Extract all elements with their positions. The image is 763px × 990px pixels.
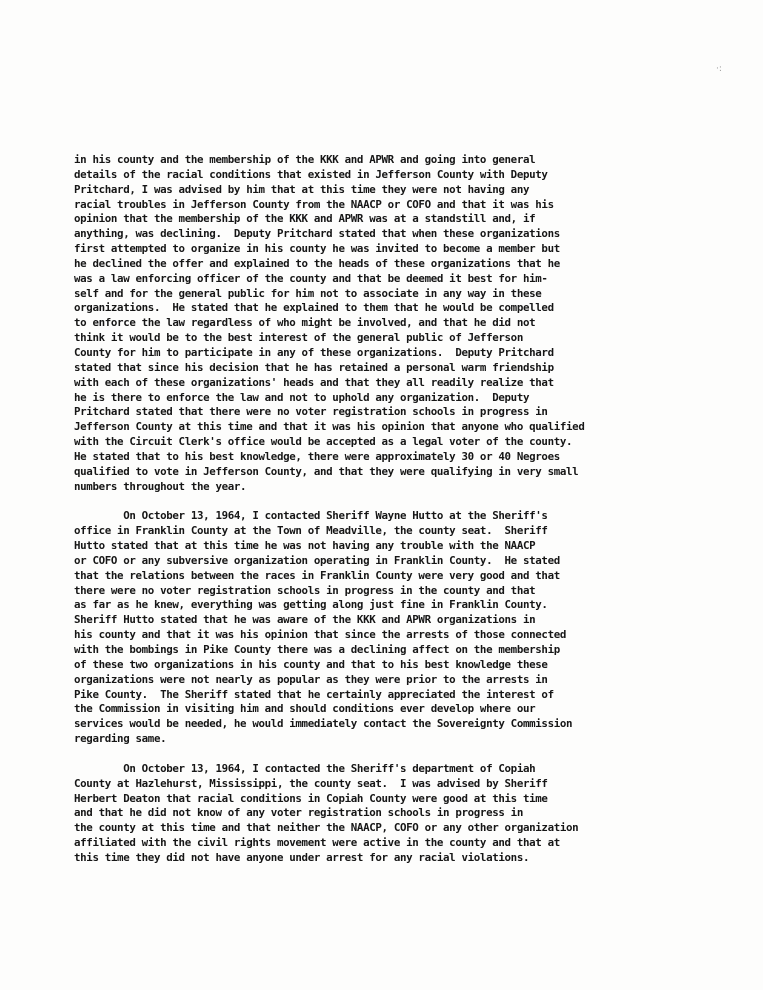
text-line: his county and that it was his opinion that since the arrests of those connected: [74, 628, 567, 642]
text-line: regarding same.: [74, 732, 167, 746]
text-line: with the bombings in Pike County there was a declining affect on the membership: [74, 643, 560, 656]
text-line: County for him to participate in any of these organizations. Deputy Pritchard: [74, 345, 554, 359]
text-line: racial troubles in Jefferson County from the NAACP or COFO and that it was his: [74, 197, 554, 211]
text-line: he is there to enforce the law and not to uphold any organization. Deputy: [74, 390, 530, 404]
text-line: Pritchard, I was advised by him that at this time they were not having any: [74, 182, 530, 196]
text-line: services would be needed, he would immediately contact the Sovereignty Commission: [74, 717, 573, 731]
paragraph-2: [74, 509, 694, 747]
text-line: of these two organizations in his county and that to his best knowledge these: [74, 657, 548, 671]
text-line: details of the racial conditions that existed in Jefferson County with Deputy: [74, 167, 548, 181]
text-line: County at Hazlehurst, Mississippi, the county seat. I was advised by Sheriff: [74, 776, 548, 790]
text-line: Hutto stated that at this time he was not having any trouble with the NAACP: [74, 539, 536, 553]
text-line: Pritchard stated that there were no voter registration schools in progress in: [74, 405, 548, 419]
text-line: in his county and the membership of the KKK and APWR and going into general: [74, 153, 536, 166]
text-line: with each of these organizations' heads and that they all readily realize that: [74, 375, 554, 389]
text-line: organizations were not nearly as popular as they were prior to the arrests in: [74, 672, 548, 686]
text-line: with the Circuit Clerk's office would be accepted as a legal voter of the county.: [74, 435, 573, 449]
text-line: Herbert Deaton that racial conditions in Copiah County were good at this time: [74, 791, 548, 805]
text-line: Sheriff Hutto stated that he was aware of the KKK and APWR organizations in: [74, 613, 536, 627]
text-line: office in Franklin County at the Town of Meadville, the county seat. Sheriff: [74, 524, 548, 538]
text-line: opinion that the membership of the KKK and APWR was at a standstill and, if: [74, 212, 536, 226]
text-line: affiliated with the civil rights movement were active in the county and that at: [74, 836, 560, 850]
text-line: self and for the general public for him not to associate in any way in these: [74, 286, 542, 300]
text-line: was a law enforcing officer of the county and that be deemed it best for him-: [74, 271, 548, 285]
text-line: On October 13, 1964, I contacted Sheriff Wayne Hutto at the Sheriff's: [74, 509, 548, 523]
text-line: that the relations between the races in Franklin County were very good and that: [74, 568, 560, 582]
paragraph-3: [74, 762, 694, 866]
text-line: this time they did not have anyone under arrest for any racial violations.: [74, 850, 530, 864]
text-line: the county at this time and that neither the NAACP, COFO or any other organization: [74, 821, 579, 835]
text-line: first attempted to organize in his county he was invited to become a member but: [74, 242, 560, 256]
text-line: qualified to vote in Jefferson County, and that they were qualifying in very small: [74, 464, 579, 478]
text-line: he declined the offer and explained to the heads of these organizations that he: [74, 256, 560, 270]
text-line: stated that since his decision that he has retained a personal warm friendship: [74, 360, 554, 374]
text-line: and that he did not know of any voter registration schools in progress in: [74, 806, 523, 820]
paragraph-1: [74, 153, 694, 494]
text-line: Jefferson County at this time and that it was his opinion that anyone who qualified: [74, 420, 585, 434]
text-line: Pike County. The Sheriff stated that he certainly appreciated the interest of: [74, 687, 554, 701]
document-body: [74, 153, 694, 881]
text-line: to enforce the law regardless of who might be involved, and that he did not: [74, 316, 536, 330]
text-line: as far as he knew, everything was getting along just fine in Franklin County.: [74, 598, 548, 612]
text-line: anything, was declining. Deputy Pritchard stated that when these organizations: [74, 227, 560, 241]
text-line: or COFO or any subversive organization operating in Franklin County. He stated: [74, 553, 560, 567]
text-line: think it would be to the best interest of the general public of Jefferson: [74, 331, 523, 345]
text-line: He stated that to his best knowledge, there were approximately 30 or 40 Negroes: [74, 449, 560, 463]
text-line: there were no voter registration schools in progress in the county and that: [74, 583, 536, 597]
text-line: On October 13, 1964, I contacted the Sheriff's department of Copiah: [74, 761, 536, 775]
text-line: organizations. He stated that he explained to them that he would be compelled: [74, 301, 554, 315]
text-line: numbers throughout the year.: [74, 479, 247, 493]
text-line: the Commission in visiting him and should conditions ever develop where our: [74, 702, 536, 716]
corner-mark: ·:: [716, 64, 722, 74]
